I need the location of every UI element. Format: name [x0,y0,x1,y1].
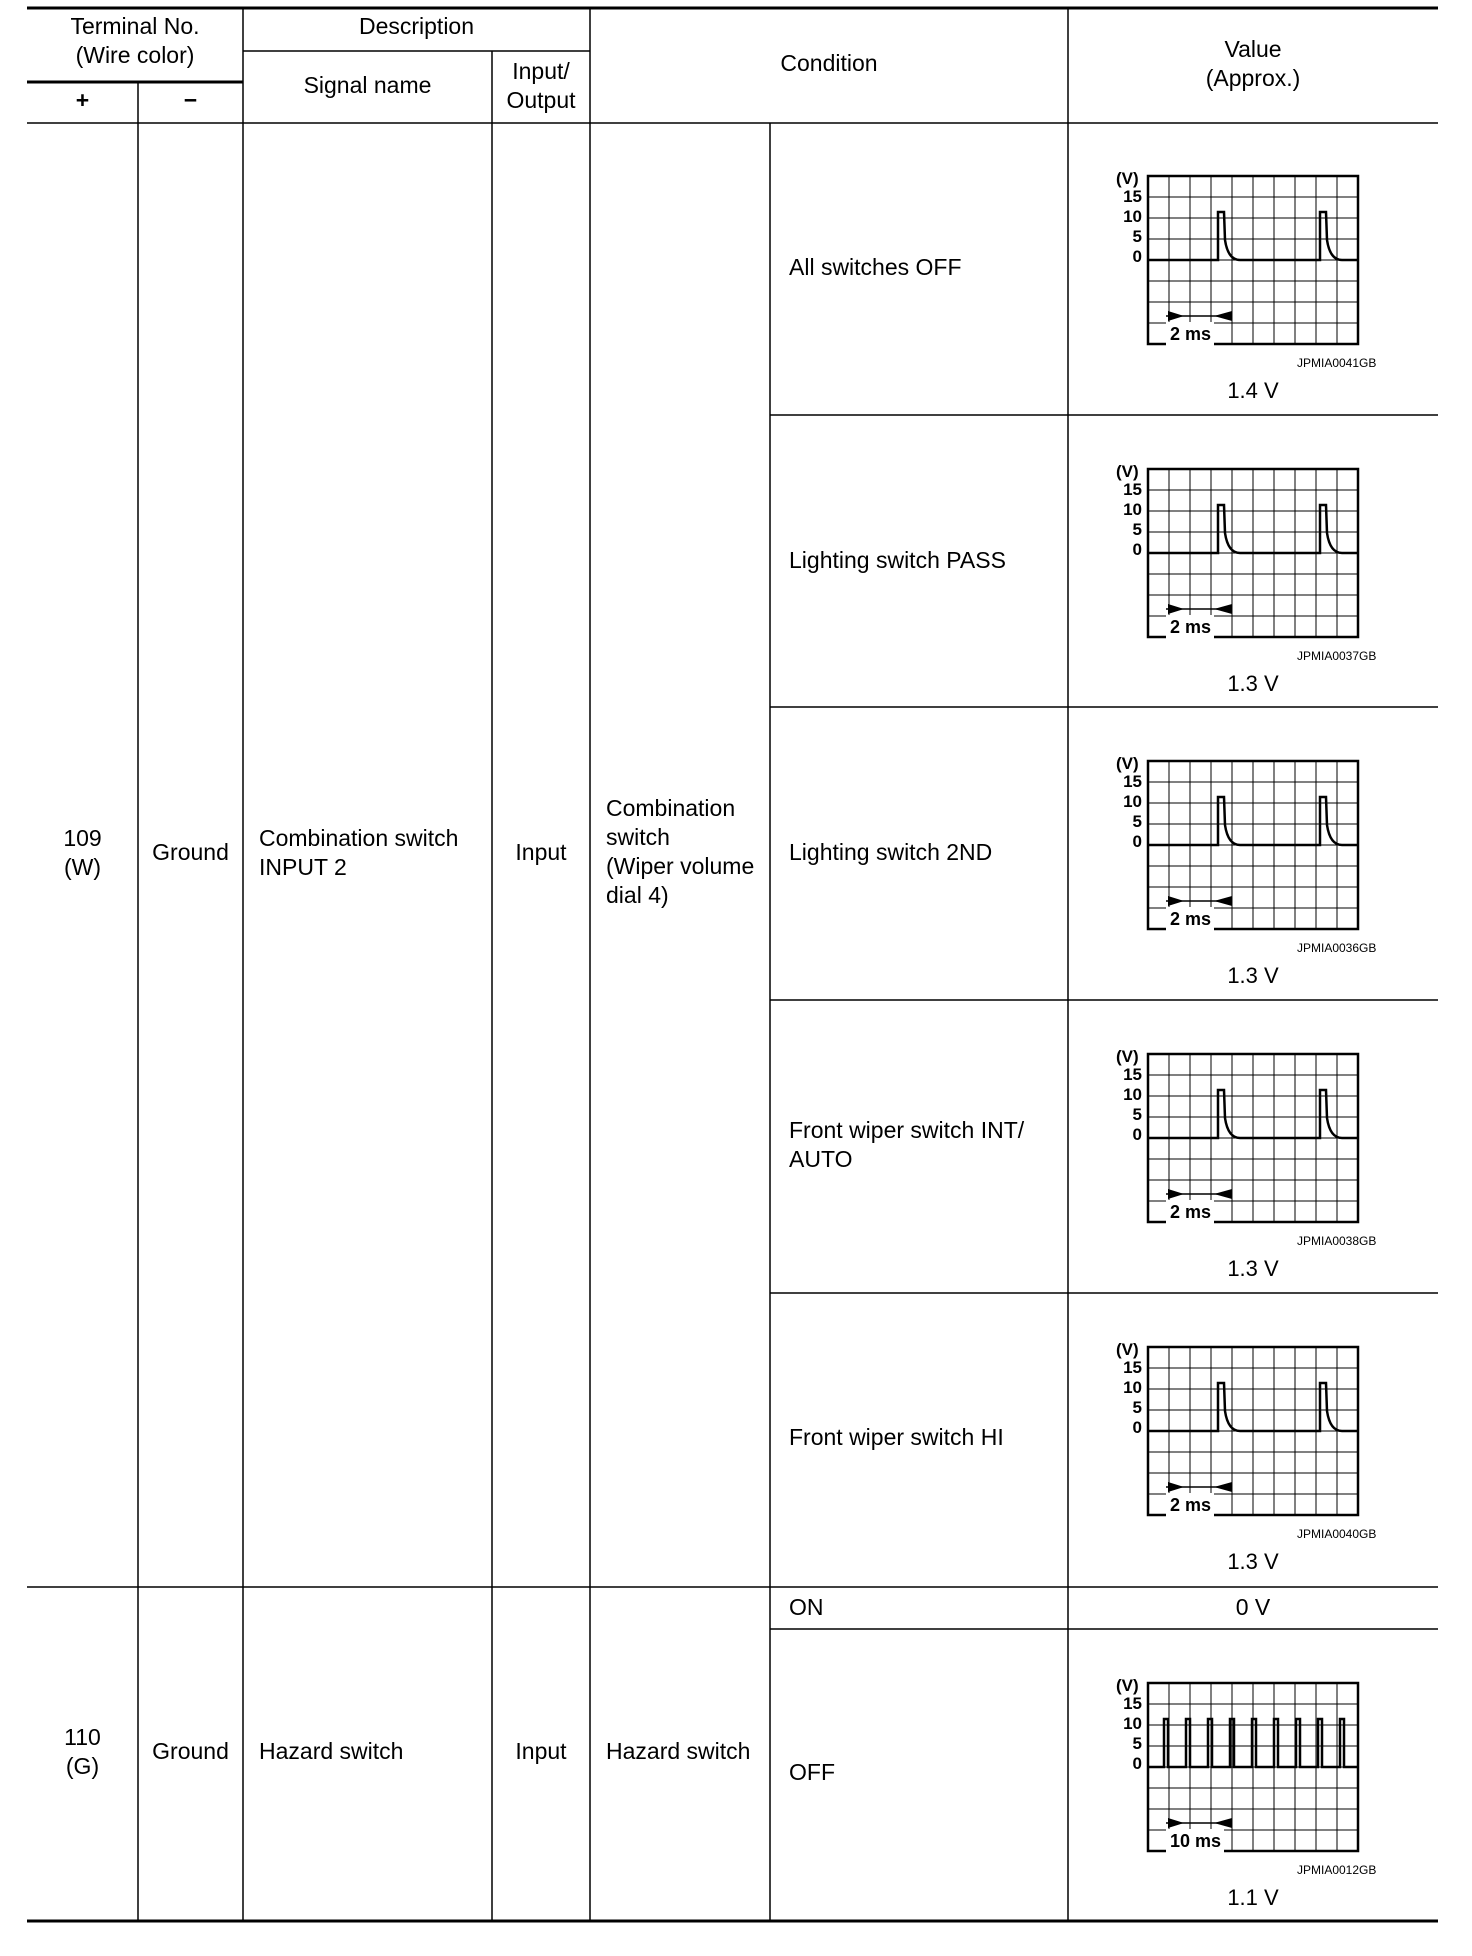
state-all-switches-off: All switches OFF [789,254,962,280]
voltage-value: 1.3 V [1227,1256,1279,1281]
header-input-output: Input/ Output [506,58,576,113]
axis-tick-label: 5 [1132,1734,1142,1753]
axis-unit-label: (V) [1116,1047,1139,1066]
signal-110: Hazard switch [259,1738,404,1764]
signal-109: Combination switch INPUT 2 [259,825,459,880]
axis-tick-label: 5 [1132,520,1142,539]
axis-tick-label: 10 [1123,792,1142,811]
figure-code: JPMIA0040GB [1297,1527,1377,1541]
axis-tick-label: 10 [1123,1714,1142,1733]
axis-tick-label: 0 [1132,540,1142,559]
time-scale-label: 2 ms [1170,617,1212,637]
axis-tick-label: 15 [1123,187,1142,206]
time-scale-label: 10 ms [1170,1831,1222,1851]
header-terminal-no: Terminal No. (Wire color) [70,13,200,68]
axis-tick-label: 15 [1123,1694,1142,1713]
state-hazard-on: ON [789,1594,824,1620]
figure-code: JPMIA0038GB [1297,1234,1377,1248]
axis-tick-label: 5 [1132,1398,1142,1417]
voltage-value: 1.3 V [1227,1549,1279,1574]
voltage-value: 1.3 V [1227,671,1279,696]
ground-109: Ground [152,839,229,865]
axis-unit-label: (V) [1116,1340,1139,1359]
state-lighting-pass: Lighting switch PASS [789,547,1006,573]
axis-tick-label: 10 [1123,207,1142,226]
figure-code: JPMIA0037GB [1297,649,1377,663]
axis-tick-label: 5 [1132,1105,1142,1124]
axis-tick-label: 10 [1123,1085,1142,1104]
voltage-value: 1.3 V [1227,963,1279,988]
axis-unit-label: (V) [1116,169,1139,188]
time-scale-label: 2 ms [1170,1202,1212,1222]
header-description: Description [358,13,475,39]
figure-code: JPMIA0036GB [1297,941,1377,955]
value-hazard-on: 0 V [1235,1594,1271,1620]
figure-code: JPMIA0041GB [1297,356,1377,370]
axis-unit-label: (V) [1116,1676,1139,1695]
axis-tick-label: 10 [1123,1378,1142,1397]
axis-tick-label: 15 [1123,772,1142,791]
axis-tick-label: 0 [1132,247,1142,266]
axis-tick-label: 0 [1132,1418,1142,1437]
axis-tick-label: 5 [1132,812,1142,831]
axis-tick-label: 10 [1123,500,1142,519]
time-scale-label: 2 ms [1170,909,1212,929]
figure-code: JPMIA0012GB [1297,1863,1377,1877]
time-scale-label: 2 ms [1170,324,1212,344]
axis-unit-label: (V) [1116,754,1139,773]
terminal-109: 109 (W) [63,825,102,880]
voltage-value: 1.1 V [1227,1885,1279,1910]
header-value: Value (Approx.) [1205,36,1301,91]
axis-unit-label: (V) [1116,462,1139,481]
axis-tick-label: 15 [1123,1358,1142,1377]
axis-tick-label: 5 [1132,227,1142,246]
time-scale-label: 2 ms [1170,1495,1212,1515]
state-hazard-off: OFF [789,1759,835,1785]
state-front-wiper-hi: Front wiper switch HI [789,1424,1004,1450]
io-109: Input [515,839,567,865]
axis-tick-label: 0 [1132,1125,1142,1144]
terminal-110: 110 (G) [64,1724,101,1779]
condition-110: Hazard switch [606,1738,751,1764]
header-plus: + [75,87,90,113]
header-condition: Condition [780,50,878,76]
axis-tick-label: 15 [1123,1065,1142,1084]
state-lighting-2nd: Lighting switch 2ND [789,839,993,865]
header-minus: − [183,87,198,113]
axis-tick-label: 0 [1132,1754,1142,1773]
ground-110: Ground [152,1738,229,1764]
io-110: Input [515,1738,567,1764]
voltage-value: 1.4 V [1227,378,1279,403]
axis-tick-label: 15 [1123,480,1142,499]
condition-109: Combination switch (Wiper volume dial 4) [606,795,755,908]
axis-tick-label: 0 [1132,832,1142,851]
header-signal-name: Signal name [303,72,432,98]
state-front-wiper-int-auto: Front wiper switch INT/ AUTO [789,1117,1025,1172]
